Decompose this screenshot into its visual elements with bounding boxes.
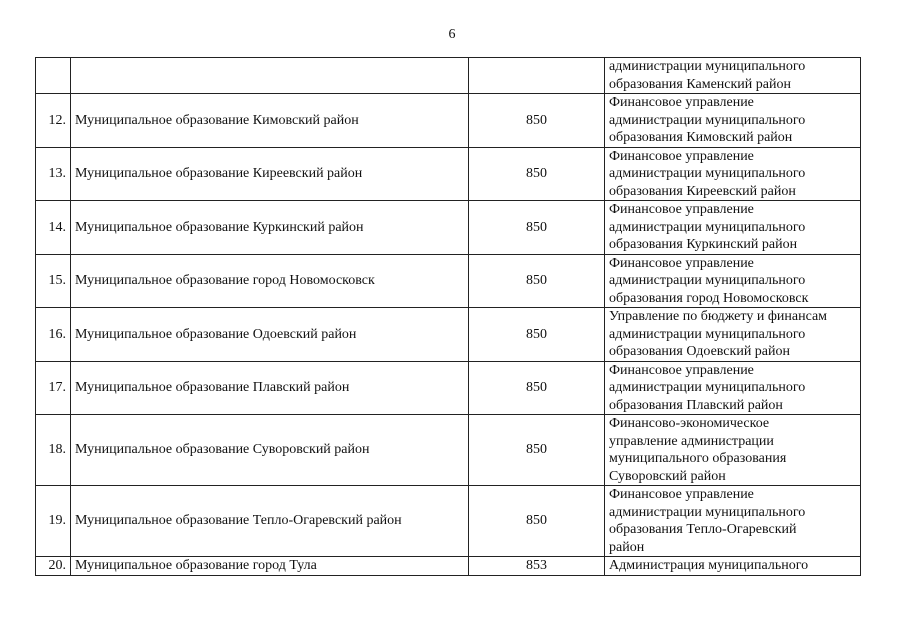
finance-authority-line: Финансовое управление [609, 362, 754, 378]
finance-authority-line: район [609, 539, 645, 555]
budget-code [469, 58, 605, 94]
finance-authority-line: администрации муниципального [609, 380, 806, 395]
finance-authority-line: образования Куркинский район [609, 237, 798, 252]
budget-code: 850 [469, 486, 605, 557]
row-number: 16. [36, 308, 71, 362]
municipality-name: Муниципальное образование Тепло-Огаревский район [71, 486, 469, 557]
finance-authority-line: Финансовое управление [609, 255, 754, 271]
finance-authority-line: образования Одоевский район [609, 344, 791, 359]
municipality-name: Муниципальное образование Куркинский район [71, 201, 469, 255]
finance-authority-line: администрации муниципального [609, 59, 806, 74]
finance-authority-line: образования Плавский район [609, 397, 783, 413]
budget-code: 850 [469, 415, 605, 486]
municipality-name [71, 58, 469, 94]
budget-code: 850 [469, 94, 605, 148]
municipality-name: Муниципальное образование Одоевский район [71, 308, 469, 362]
row-number: 15. [36, 254, 71, 308]
row-number: 14. [36, 201, 71, 255]
municipality-name: Муниципальное образование Кимовский район [71, 94, 469, 148]
row-number: 12. [36, 94, 71, 148]
row-number: 20. [36, 557, 71, 576]
table-row [36, 254, 861, 308]
finance-authority-line: образования Тепло-Огаревский [609, 522, 797, 537]
finance-authority-line: администрации муниципального [609, 273, 806, 288]
finance-authority-line: Финансово-экономическое [609, 416, 770, 431]
finance-authority-line: Управление по бюджету и финансам [609, 309, 828, 324]
municipality-name: Муниципальное образование город Тула [71, 557, 469, 576]
table-row [36, 361, 861, 415]
table-row [36, 147, 861, 201]
row-number: 19. [36, 486, 71, 557]
finance-authority-line: администрации муниципального [609, 166, 806, 181]
finance-authority-line: Финансовое управление [609, 148, 754, 164]
table-body [36, 58, 861, 576]
municipal-table [35, 57, 861, 576]
finance-authority [605, 147, 861, 201]
finance-authority-line: Финансовое управление [609, 487, 754, 502]
finance-authority [605, 201, 861, 255]
finance-authority-line: образования Киреевский район [609, 183, 796, 199]
municipality-name: Муниципальное образование Плавский район [71, 361, 469, 415]
finance-authority [605, 58, 861, 94]
finance-authority [605, 94, 861, 148]
finance-authority [605, 486, 861, 557]
budget-code: 850 [469, 201, 605, 255]
row-number [36, 58, 71, 94]
finance-authority-line: управление администрации [609, 433, 774, 449]
municipality-name: Муниципальное образование город Новомосковск [71, 254, 469, 308]
finance-authority [605, 557, 861, 576]
finance-authority-line: образования Каменский район [609, 76, 791, 92]
table-row [36, 308, 861, 362]
row-number: 17. [36, 361, 71, 415]
budget-code: 850 [469, 147, 605, 201]
finance-authority-line: Администрация муниципального [609, 558, 809, 573]
row-number: 13. [36, 147, 71, 201]
finance-authority-line: администрации муниципального [609, 326, 806, 342]
table-row [36, 486, 861, 557]
finance-authority [605, 361, 861, 415]
budget-code: 850 [469, 308, 605, 362]
finance-authority-line: муниципального образования [609, 451, 787, 466]
table-row [36, 415, 861, 486]
budget-code: 853 [469, 557, 605, 576]
finance-authority-line: Финансовое управление [609, 202, 754, 217]
table-row [36, 201, 861, 255]
row-number: 18. [36, 415, 71, 486]
budget-code: 850 [469, 361, 605, 415]
finance-authority [605, 415, 861, 486]
finance-authority-line: образования Кимовский район [609, 130, 793, 145]
budget-code: 850 [469, 254, 605, 308]
finance-authority-line: Финансовое управление [609, 95, 754, 110]
finance-authority [605, 308, 861, 362]
municipality-name: Муниципальное образование Суворовский район [71, 415, 469, 486]
finance-authority-line: администрации муниципального [609, 112, 806, 128]
table-row-continuation [36, 58, 861, 94]
finance-authority [605, 254, 861, 308]
finance-authority-line: администрации муниципального [609, 219, 806, 235]
finance-authority-line: образования город Новомосковск [609, 290, 809, 306]
finance-authority-line: Суворовский район [609, 468, 726, 484]
table-row [36, 94, 861, 148]
finance-authority-line: администрации муниципального [609, 504, 806, 520]
table-row [36, 557, 861, 576]
municipality-name: Муниципальное образование Киреевский район [71, 147, 469, 201]
page-number: 6 [448, 27, 456, 42]
